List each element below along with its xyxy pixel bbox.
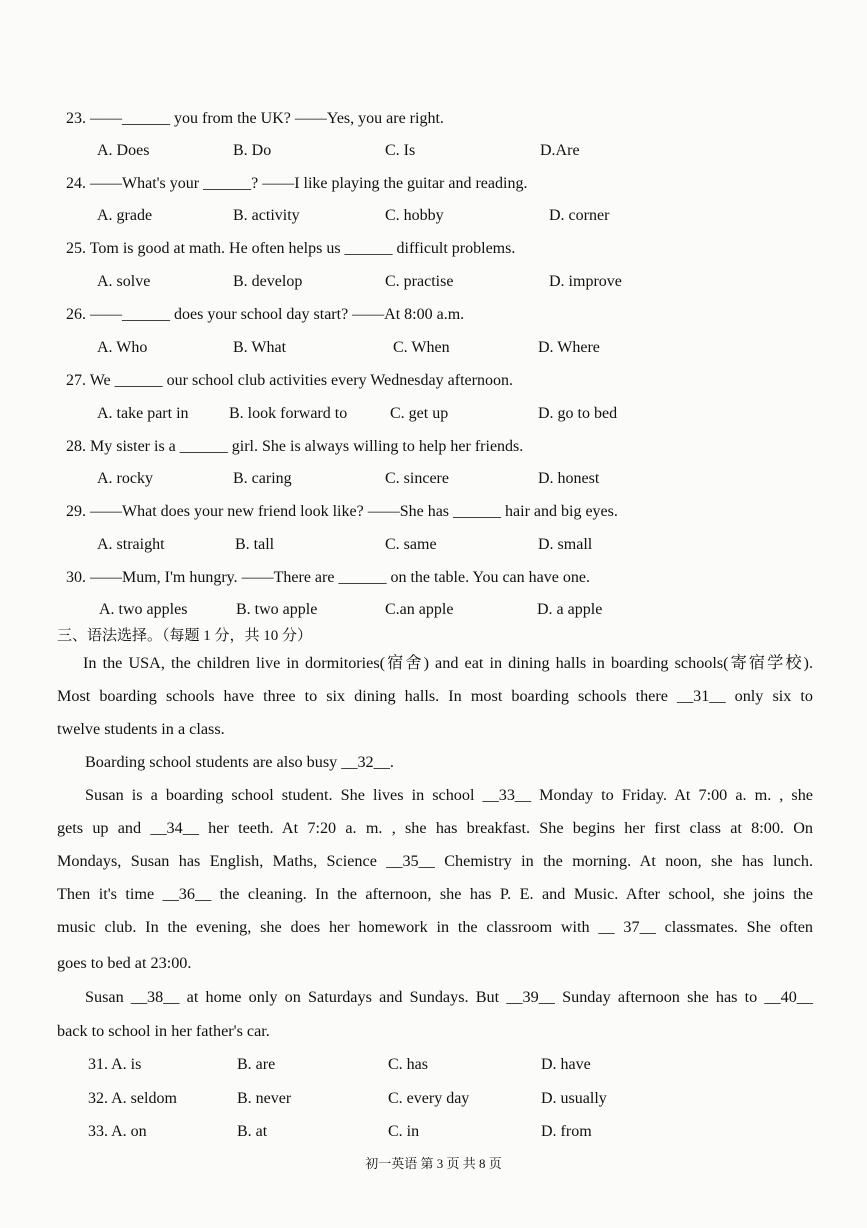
answer-option: D. have: [541, 1056, 591, 1073]
answer-option: 31. A. is: [88, 1056, 142, 1073]
passage-line: In the USA, the children live in dormitories(宿舍) and eat in dining halls in boarding schools(寄宿学校).: [83, 654, 813, 672]
answer-option: B. look forward to: [229, 405, 348, 422]
passage-line: twelve students in a class.: [57, 720, 225, 738]
question-stem: 30. ——Mum, I'm hungry. ——There are ______ on the table. You can have one.: [66, 569, 590, 586]
passage-line: goes to bed at 23:00.: [57, 954, 192, 972]
passage-line: gets up and __34__ her teeth. At 7:20 a. m. , she has breakfast. She begins her first class at 8:00. On: [57, 819, 813, 837]
answer-option: A. take part in: [97, 405, 189, 422]
answer-option: D. honest: [538, 470, 600, 487]
question-stem: 27. We ______ our school club activities every Wednesday afternoon.: [66, 372, 513, 389]
passage-line: music club. In the evening, she does her homework in the classroom with __ 37__ classmates. She often: [57, 918, 813, 936]
question-stem: 23. ——______ you from the UK? ——Yes, you are right.: [66, 110, 444, 127]
question-stem: 25. Tom is good at math. He often helps us ______ difficult problems.: [66, 240, 516, 257]
passage-line: Most boarding schools have three to six dining halls. In most boarding schools there __31__ only six to: [57, 687, 813, 705]
section-3-heading: 三、语法选择。（每题 1 分，共 10 分）: [57, 628, 313, 644]
passage-line: Susan __38__ at home only on Saturdays and Sundays. But __39__ Sunday afternoon she has to __40__: [85, 988, 813, 1006]
answer-option: A. Who: [97, 339, 148, 356]
question-stem: 28. My sister is a ______ girl. She is always willing to help her friends.: [66, 438, 524, 455]
answer-option: B. at: [237, 1123, 268, 1140]
answer-option: C. same: [385, 536, 437, 553]
answer-option: D. from: [541, 1123, 592, 1140]
answer-option: A. two apples: [99, 601, 188, 618]
answer-option: C. When: [393, 339, 450, 356]
answer-option: B. What: [233, 339, 287, 356]
answer-option: C. every day: [388, 1090, 470, 1107]
answer-option: D. improve: [549, 273, 622, 290]
passage-line: Then it's time __36__ the cleaning. In the afternoon, she has P. E. and Music. After school, she joins the: [57, 885, 813, 903]
answer-option: D. a apple: [537, 601, 603, 618]
question-stem: 29. ——What does your new friend look like? ——She has ______ hair and big eyes.: [66, 503, 618, 520]
answer-option: C. get up: [390, 405, 449, 422]
answer-option: B. tall: [235, 536, 275, 553]
answer-option: C. has: [388, 1056, 428, 1073]
answer-option: A. rocky: [97, 470, 153, 487]
answer-option: C. in: [388, 1123, 420, 1140]
answer-option: C. Is: [385, 142, 416, 159]
passage-line: Boarding school students are also busy __32__.: [85, 753, 394, 771]
answer-option: A. grade: [97, 207, 153, 224]
answer-option: B. two apple: [236, 601, 318, 618]
passage-line: Susan is a boarding school student. She lives in school __33__ Monday to Friday. At 7:00 a. m. , she: [85, 786, 813, 804]
answer-option: D.Are: [540, 142, 580, 159]
answer-option: D. Where: [538, 339, 600, 356]
answer-option: B. activity: [233, 207, 300, 224]
answer-option: C. hobby: [385, 207, 444, 224]
answer-option: C. practise: [385, 273, 454, 290]
answer-option: B. caring: [233, 470, 292, 487]
answer-option: B. are: [237, 1056, 276, 1073]
question-stem: 26. ——______ does your school day start? ——At 8:00 a.m.: [66, 306, 465, 323]
passage-line: Mondays, Susan has English, Maths, Science __35__ Chemistry in the morning. At noon, she has lunch.: [57, 852, 813, 870]
question-stem: 24. ——What's your ______? ——I like playing the guitar and reading.: [66, 175, 528, 192]
page-footer: 初一英语 第 3 页 共 8 页: [365, 1156, 502, 1171]
answer-option: D. go to bed: [538, 405, 618, 422]
answer-option: C.an apple: [385, 601, 454, 618]
answer-option: 33. A. on: [88, 1123, 147, 1140]
answer-option: B. Do: [233, 142, 272, 159]
answer-option: D. usually: [541, 1090, 607, 1107]
answer-option: A. solve: [97, 273, 151, 290]
answer-option: 32. A. seldom: [88, 1090, 177, 1107]
answer-option: B. develop: [233, 273, 303, 290]
passage-line: back to school in her father's car.: [57, 1022, 270, 1040]
answer-option: A. Does: [97, 142, 150, 159]
answer-option: D. corner: [549, 207, 610, 224]
answer-option: A. straight: [97, 536, 165, 553]
answer-option: D. small: [538, 536, 593, 553]
answer-option: C. sincere: [385, 470, 449, 487]
answer-option: B. never: [237, 1090, 292, 1107]
